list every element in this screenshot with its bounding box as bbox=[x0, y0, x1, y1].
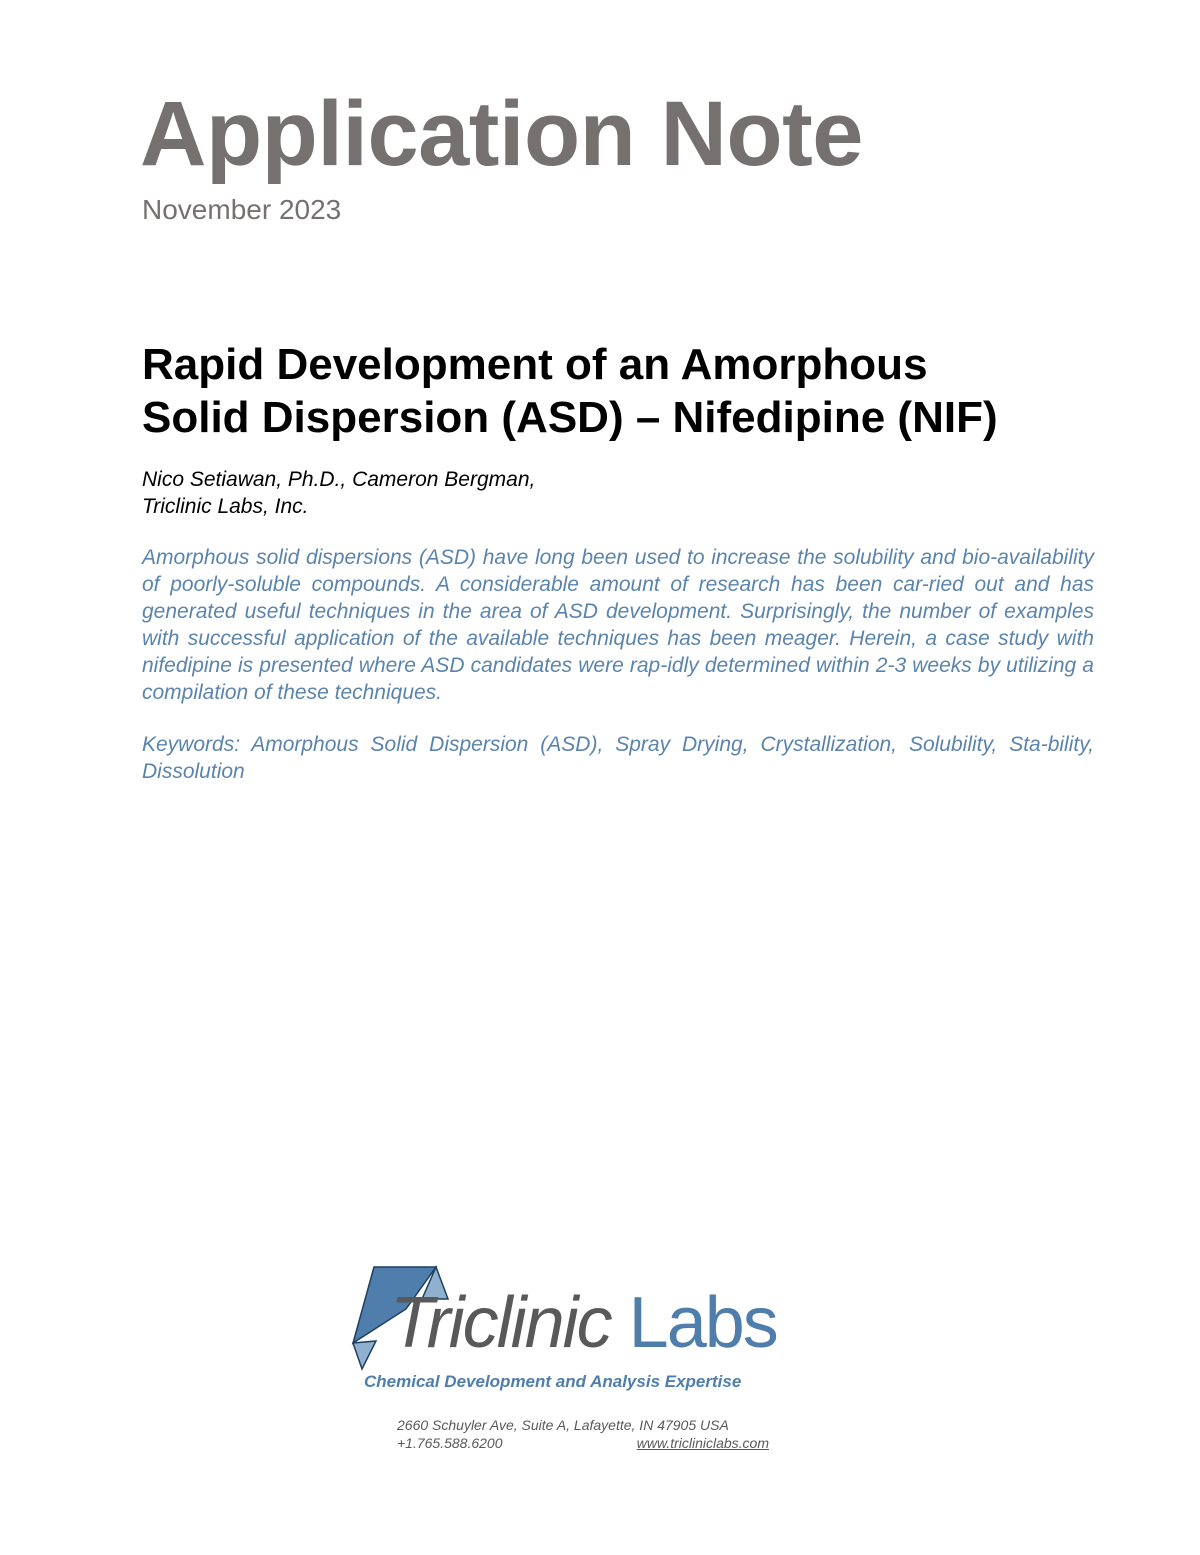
title-line-1: Rapid Development of an Amorphous bbox=[142, 340, 928, 389]
document-type-heading: Application Note bbox=[140, 83, 863, 185]
footer-address: 2660 Schuyler Ave, Suite A, Lafayette, IN 47905 USA bbox=[397, 1417, 729, 1433]
title-line-2: Solid Dispersion (ASD) – Nifedipine (NIF) bbox=[142, 393, 998, 442]
logo-tagline: Chemical Development and Analysis Expertise bbox=[364, 1372, 742, 1391]
keywords-paragraph: Keywords: Amorphous Solid Dispersion (ASD), Spray Drying, Crystallization, Solubility, Sta-bility, Dissolution bbox=[142, 733, 1094, 783]
footer-phone: +1.765.588.6200 bbox=[397, 1435, 503, 1451]
footer-website-link[interactable]: www.tricliniclabs.com bbox=[636, 1435, 769, 1451]
logo-word-triclinic: Triclinic bbox=[390, 1283, 611, 1363]
author-affiliation: Triclinic Labs, Inc. bbox=[142, 495, 309, 518]
footer-contact-row bbox=[397, 1434, 769, 1452]
abstract-paragraph: Amorphous solid dispersions (ASD) have long been used to increase the solubility and bio-availability of poorly-soluble compounds. A considerable amount of research has been car-ried out and has generated useful techniques in the area of ASD development. Surprisingly, the number of examples with successful application of the available techniques has been meager. Herein, a case study with nifedipine is presented where ASD candidates were rap-idly determined within 2-3 weeks by utilizing a compilation of these techniques. bbox=[142, 546, 1094, 704]
author-names: Nico Setiawan, Ph.D., Cameron Bergman, bbox=[142, 468, 536, 491]
company-logo bbox=[350, 1265, 810, 1395]
logo-wordmark bbox=[390, 1283, 777, 1363]
author-block bbox=[142, 466, 535, 520]
document-date: November 2023 bbox=[142, 194, 342, 225]
logo-word-labs: Labs bbox=[628, 1283, 777, 1363]
article-title bbox=[142, 338, 1122, 444]
